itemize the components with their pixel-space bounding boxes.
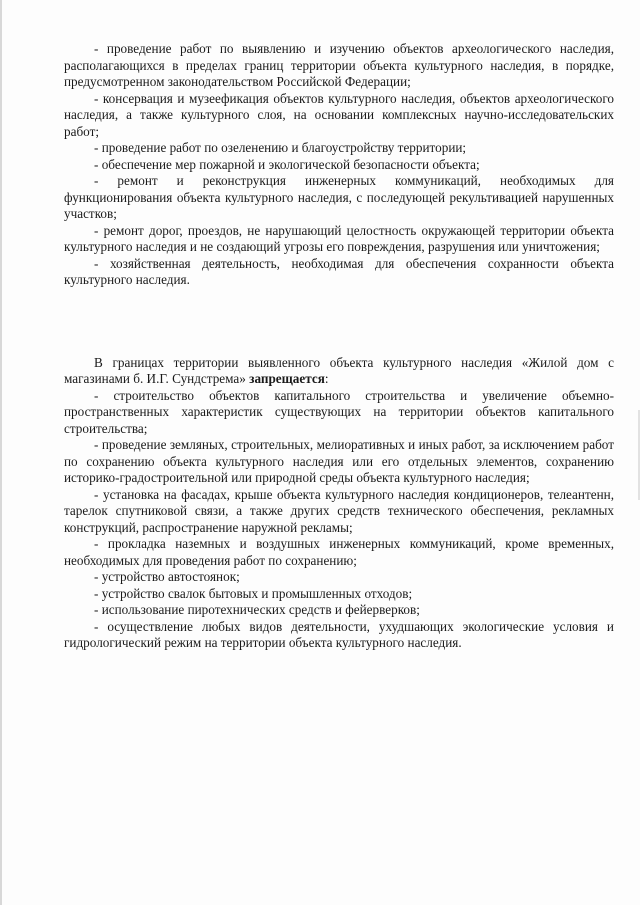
prohibited-item: - установка на фасадах, крыше объекта культурного наследия кондиционеров, телеантенн, тарелок спутниковой связи, а также других средств технического обеспечения, рекламных конструкций, распространение наружной рекламы; [64, 486, 614, 535]
prohibited-item: - использование пиротехнических средств и фейерверков; [94, 602, 420, 617]
permitted-item: - ремонт и реконструкция инженерных коммуникаций, необходимых для функционирования объекта культурного наследия, с последующей рекультивацией нарушенных участков; [64, 173, 614, 221]
prohibited-item: - устройство автостоянок; [94, 569, 240, 584]
permitted-item: - хозяйственная деятельность, необходимая для обеспечения сохранности объекта культурного наследия. [64, 255, 614, 287]
permitted-item: - проведение работ по озеленению и благоустройству территории; [94, 140, 467, 155]
section-gap [64, 289, 614, 322]
section-gap [64, 322, 614, 355]
prohibited-item: - прокладка наземных и воздушных инженерных коммуникаций, кроме временных, необходимых для проведения работ по сохранению; [64, 536, 614, 568]
prohibited-item: - осуществление любых видов деятельности, ухудшающих экологические условия и гидрологический режим на территории объекта культурного наследия. [64, 618, 614, 650]
permitted-item: - обеспечение мер пожарной и экологической безопасности объекта; [94, 156, 480, 172]
prohibited-item: - устройство свалок бытовых и промышленных отходов; [94, 585, 413, 601]
prohibited-item: - строительство объектов капитального строительства и увеличение объемно-пространственных характеристик существующих на территории объектов капитального строительства; [64, 387, 614, 436]
permitted-item: - ремонт дорог, проездов, не нарушающий целостность окружающей территории объекта культурного наследия и не создающий угрозы его повреждения, разрушения или уничтожения; [64, 222, 614, 254]
prohibited-item: - проведение земляных, строительных, мелиоративных и иных работ, за исключением работ по сохранению объекта культурного наследия или его отдельных элементов, сохранению историко-градостроительной или природной среды объекта культурного наследия; [64, 437, 614, 485]
intro-tail: : [324, 371, 329, 386]
intro-text: В границах территории выявленного объекта культурного наследия «Жилой дом с магазинами б. И.Г. Сундстрема» [64, 354, 614, 386]
permitted-item: - консервация и музеефикация объектов культурного наследия, объектов археологического наследия, а также культурного слоя, на основании комплексных научно-исследовательских работ; [64, 90, 614, 139]
permitted-item: - проведение работ по выявлению и изучению объектов археологического наследия, располагающихся в пределах границ территории объекта культурного наследия, в порядке, предусмотренном законодательством Российской Федерации; [64, 41, 614, 89]
scan-edge-left [0, 0, 2, 905]
prohibited-keyword: запрещается [249, 371, 325, 386]
document-body [64, 41, 614, 652]
prohibition-intro [64, 355, 614, 388]
